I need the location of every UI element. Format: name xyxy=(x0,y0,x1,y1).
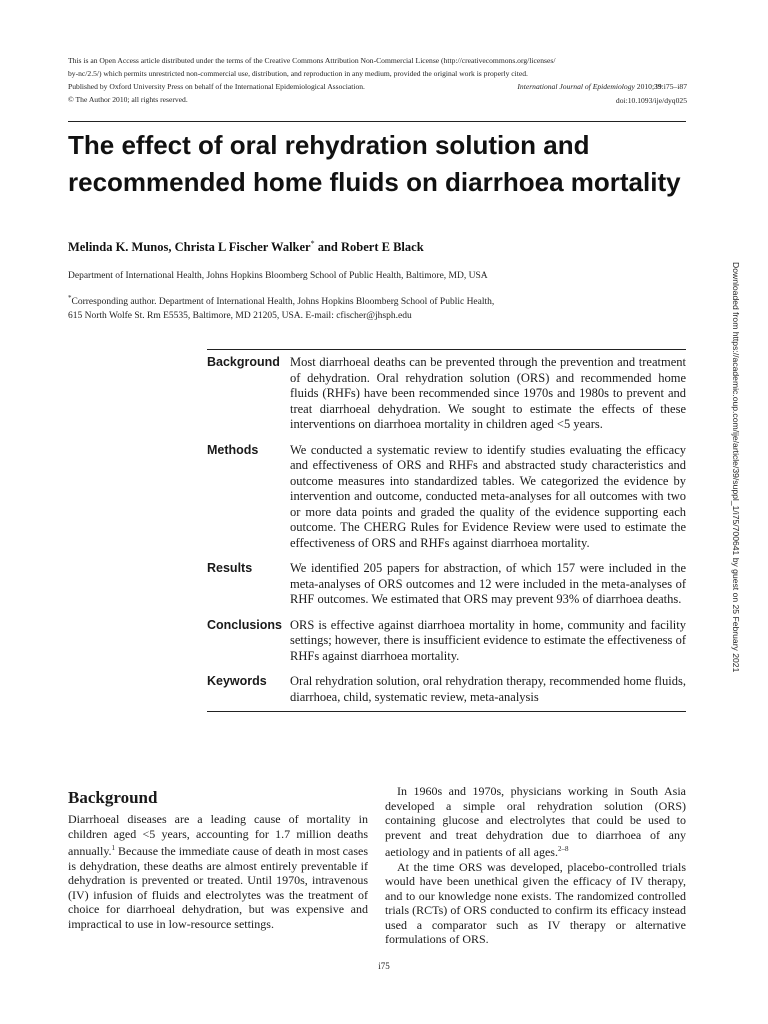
abstract-results-text: We identified 205 papers for abstraction, of which 157 were included in the meta-analyses of ORS outcomes and 12 were included in the meta-analyses of RHF outcomes. We estimated that ORS may prevent 93% of diarrhoea deaths. xyxy=(290,561,686,606)
citation-ref: 2–8 xyxy=(557,845,569,853)
abstract-results-label: Results xyxy=(207,561,253,575)
abstract-keywords-text: Oral rehydration solution, oral rehydration therapy, recommended home fluids, diarrhoea, child, systematic review, meta-analysis xyxy=(290,674,686,704)
page-number: i75 xyxy=(378,961,390,971)
journal-volume: 39 xyxy=(654,82,662,91)
authors-last: and Robert E Black xyxy=(314,240,424,255)
journal-citation xyxy=(447,80,687,108)
abstract-box xyxy=(207,349,686,712)
paragraph xyxy=(68,812,368,931)
license-line-1: This is an Open Access article distributed under the terms of the Creative Commons Attribution Non-Commercial License (http://creativecommons.org/licenses/ xyxy=(68,56,556,65)
affiliation: Department of International Health, Johns Hopkins Bloomberg School of Public Health, Baltimore, MD, USA xyxy=(68,271,488,281)
abstract-keywords-label: Keywords xyxy=(207,674,267,688)
abstract-background-text: Most diarrhoeal deaths can be prevented through the prevention and treatment of dehydration. Oral rehydration solution (ORS) and recommended home fluids (RHFs) have been recommended since 1970s and 1980s to prevent and treat diarrhoeal dehydration. We sought to estimate the effects of these interventions on diarrhoea mortality in children aged <5 years. xyxy=(290,355,686,431)
abstract-keywords xyxy=(207,674,686,705)
corresponding-footnote-mark: * xyxy=(68,294,72,302)
abstract-methods-label: Methods xyxy=(207,442,259,457)
abstract-conclusions xyxy=(207,618,686,665)
abstract-conclusions-label: Conclusions xyxy=(207,617,283,632)
doi: doi:10.1093/ije/dyq025 xyxy=(615,96,687,105)
section-heading-background: Background xyxy=(68,788,158,807)
journal-pages: :i75–i87 xyxy=(661,82,687,91)
article-title: The effect of oral rehydration solution and recommended home fluids on diarrhoea mortality xyxy=(68,130,681,197)
corresponding-line-1: Corresponding author. Department of International Health, Johns Hopkins Bloomberg School of Public Health, xyxy=(71,297,495,308)
corresponding-author xyxy=(68,292,628,323)
abstract-methods-text: We conducted a systematic review to identify studies evaluating the efficacy and effectiveness of ORS and RHFs and abstracted study characteristics and outcome measures into standardized tables. We categorized the evidence by intervention and outcome, conducted meta-analyses for all outcomes with two or more data points and graded the quality of the evidence supporting each outcome. The CHERG Rules for Evidence Review were used to estimate the effectiveness of ORS and RHFs against diarrhoea mortality. xyxy=(290,442,686,550)
abstract-results xyxy=(207,561,686,608)
body-column-right xyxy=(385,784,686,947)
corresponding-mark: * xyxy=(310,239,315,248)
paragraph-text: Because the immediate cause of death in most cases is dehydration, these deaths are almost entirely preventable if dehydration is prevented or treated. Until 1970s, intravenous (IV) infusion of fluids and electrolytes was the treatment of choice for diarrhoeal dehydration, but was expensive and impractical to use in low-resource settings. xyxy=(68,844,368,931)
abstract-background xyxy=(207,355,686,433)
corresponding-line-2: 615 North Wolfe St. Rm E5535, Baltimore, MD 21205, USA. E-mail: cfischer@jhsph.edu xyxy=(68,310,412,321)
journal-year: 2010; xyxy=(634,82,655,91)
paragraph-text: In 1960s and 1970s, physicians working in South Asia developed a simple oral rehydration solution (ORS) containing glucose and electrolytes that could be used to prevent and treat dehydration due to diarrhoea of any aetiology and in patients of all ages. xyxy=(385,784,686,859)
header-divider xyxy=(68,121,686,122)
abstract-background-label: Background xyxy=(207,355,280,369)
paragraph xyxy=(385,784,686,860)
abstract-conclusions-text: ORS is effective against diarrhoea mortality in home, community and facility settings; however, there is insufficient evidence to estimate the effectiveness of RHFs against diarrhoea mortality. xyxy=(290,617,686,663)
abstract-methods xyxy=(207,443,686,552)
copyright-line: © The Author 2010; all rights reserved. xyxy=(68,95,188,104)
publisher-line: Published by Oxford University Press on behalf of the International Epidemiological Association. xyxy=(68,82,365,91)
citation-ref: 1 xyxy=(111,844,116,852)
license-line-2: by-nc/2.5/) which permits unrestricted non-commercial use, distribution, and reproduction in any medium, provided the original work is properly cited. xyxy=(68,69,528,78)
journal-name: International Journal of Epidemiology xyxy=(517,82,635,91)
author-list xyxy=(68,239,424,255)
download-watermark: Downloaded from https://academic.oup.com/ije/article/39/suppl_1/i75/700641 by guest on 25 February 2021 xyxy=(731,262,741,673)
body-column-left xyxy=(68,788,368,931)
paragraph-text: Diarrhoeal diseases are a leading cause of mortality in children aged <5 years, accounting for 1.7 million deaths annually. xyxy=(68,812,368,858)
paragraph: At the time ORS was developed, placebo-controlled trials would have been unethical given the efficacy of IV therapy, and to our knowledge none exists. The randomized controlled trials (RCTs) of ORS conducted to confirm its efficacy instead used a comparator such as IV therapy or alternative formulations of ORS. xyxy=(385,859,686,946)
authors-first: Melinda K. Munos, Christa L Fischer Walker xyxy=(68,240,311,255)
